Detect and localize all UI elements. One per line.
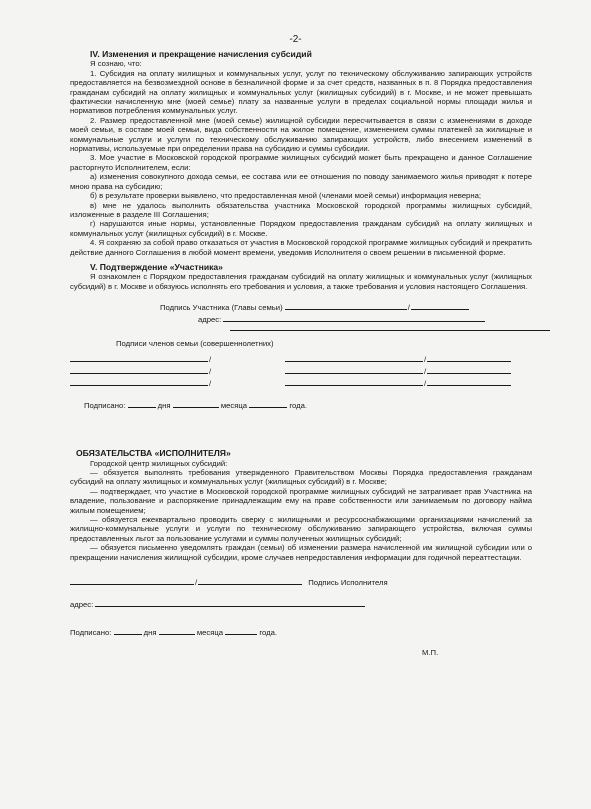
family-signature-row: [285, 367, 511, 376]
signed-label: Подписано:: [70, 628, 112, 638]
family-name-line[interactable]: [427, 361, 511, 362]
participant-date-row: [84, 401, 307, 410]
section-4-paragraph: 2. Размер предоставленной мне (моей семье) жилищной субсидии пересчитывается в связи с изменениями в доходе моей семьи, в составе моей семьи, вида собственности на жилое помещение, изменением суммы платежей за жилищные и коммунальные услуги и услуги по техническому обслуживанию запирающих устройств, либо внесением изменений в нормативы, используемые при определении права на субсидию и суммы субсидии.: [70, 115, 532, 154]
participant-address-row: [198, 315, 485, 324]
slash-separator: /: [209, 355, 212, 365]
family-signature-row: [70, 367, 212, 376]
slash-separator: /: [424, 379, 427, 389]
family-signature-line[interactable]: [285, 385, 423, 386]
executor-date-row: [70, 628, 510, 637]
section-4-item: в) мне не удалось выполнить обязательства участника Московской городской программы жилищных субсидий, изложенные в разделе III Соглашения;: [70, 200, 532, 219]
family-signature-row: [70, 355, 212, 364]
executor-address-row: [70, 600, 365, 609]
participant-signature-row: [160, 303, 469, 312]
participant-name-line[interactable]: [411, 309, 469, 310]
slash-separator: /: [407, 303, 410, 313]
month-label: месяца: [220, 401, 248, 411]
section-4-paragraph: 1. Субсидия на оплату жилищных и коммунальных услуг, услуг по техническому обслуживанию запирающих устройств предоставляется на безвозмездной основе в безналичной форме и за счет средств, названных в п. 8 Порядка предоставления гражданам субсидий на оплату жилищных и коммунальных услуг (жилищных субсидий) в г. Москве, и не может превышать фактически начисленную мне (моей семье) плату за названные услуги в пределах социальной нормы площади жилья и нормативов потребления коммунальных услуг.: [70, 68, 532, 116]
family-signature-line[interactable]: [70, 373, 208, 374]
family-name-line[interactable]: [427, 385, 511, 386]
executor-item: — обязуется ежеквартально проводить сверку с жилищными и ресурсоснабжающими организациями начислений за жилищно-коммунальные услуги и услуги по техническому обслуживанию запирающего устройства, включая суммы предоставленных льгот за пользование услугами и суммы полученных жилищных субсидий;: [70, 515, 532, 543]
section-5-heading: V. Подтверждение «Участника»: [90, 261, 223, 272]
section-5-text: Я ознакомлен с Порядком предоставления гражданам субсидий на оплату жилищных и коммунальных услуг (жилищных субсидий) в г. Москве и обязуюсь исполнять его требования и условия, а также требования и условия настоящего Соглашения.: [70, 272, 532, 291]
month-line[interactable]: [173, 407, 219, 408]
section-4-intro: Я сознаю, что:: [90, 59, 142, 69]
executor-address-line[interactable]: [95, 606, 365, 607]
section-4-item: б) в результате проверки выявлено, что предоставленная мной (членами моей семьи) информация неверна;: [90, 191, 481, 201]
document-body: [70, 50, 532, 660]
year-label: года.: [289, 401, 307, 411]
section-4-heading: IV. Изменения и прекращение начисления субсидий: [90, 49, 312, 59]
slash-separator: /: [195, 578, 198, 588]
executor-signature-label: Подпись Исполнителя: [308, 578, 388, 588]
participant-address-line-2[interactable]: [230, 329, 550, 331]
family-signature-line[interactable]: [285, 361, 423, 362]
stamp-place-label: М.П.: [422, 648, 439, 658]
family-signature-line[interactable]: [70, 361, 208, 362]
day-label: дня: [157, 401, 171, 411]
section-4-item: а) изменения совокупного дохода семьи, ее состава или ее отношения по поводу занимаемого жилья приводят к потере мною права на субсидию;: [70, 172, 532, 191]
slash-separator: /: [424, 355, 427, 365]
executor-item: — подтверждает, что участие в Московской городской программе жилищных субсидий не затрагивает прав Участника на владение, пользование и распоряжение принадлежащим ему на праве собственности или занимаемым по договору найма жилым помещением;: [70, 486, 532, 515]
participant-signature-line[interactable]: [285, 309, 407, 310]
month-line[interactable]: [159, 634, 195, 635]
section-4-paragraph: 4. Я сохраняю за собой право отказаться от участия в Московской городской программе жилищных субсидий и прекратить действие данного Соглашения в любой момент времени, уведомив Исполнителя о своем решении в письменной форме.: [70, 238, 532, 257]
executor-intro: Городской центр жилищных субсидий:: [90, 458, 228, 468]
executor-name-line[interactable]: [198, 584, 302, 585]
month-label: месяца: [196, 628, 224, 638]
family-name-line[interactable]: [427, 373, 511, 374]
family-members-label: Подписи членов семьи (совершеннолетних): [116, 339, 274, 349]
day-line[interactable]: [128, 407, 156, 408]
executor-signature-line[interactable]: [70, 584, 194, 585]
participant-address-line[interactable]: [223, 321, 485, 322]
executor-signature-row: [70, 578, 388, 587]
family-signature-row: [70, 379, 212, 388]
year-line[interactable]: [225, 634, 257, 635]
executor-signature-block: [70, 576, 532, 660]
executor-item: — обязуется письменно уведомлять граждан (семьи) об изменении размера начисленной им жилищной субсидии или о прекращении начисления жилищной субсидии, кроме случаев непредоставления информации для годичной переаттестации.: [70, 543, 532, 562]
participant-signature-label: Подпись Участника (Главы семьи): [160, 303, 283, 313]
slash-separator: /: [209, 379, 212, 389]
executor-heading: ОБЯЗАТЕЛЬСТВА «ИСПОЛНИТЕЛЯ»: [76, 448, 231, 459]
participant-signature-block: [70, 301, 532, 439]
family-signature-line[interactable]: [70, 385, 208, 386]
slash-separator: /: [209, 367, 212, 377]
day-label: дня: [143, 628, 157, 638]
year-label: года.: [259, 628, 277, 638]
executor-item: — обязуется выполнять требования утвержденного Правительством Москвы Порядка предоставления гражданам субсидий на оплату жилищных и коммунальных услуг (жилищных субсидий) в г. Москве;: [70, 467, 532, 487]
day-line[interactable]: [114, 634, 142, 635]
participant-address-label: адрес:: [198, 315, 222, 325]
slash-separator: /: [424, 367, 427, 377]
year-line[interactable]: [249, 407, 287, 408]
section-4-paragraph: 3. Мое участие в Московской городской программе жилищных субсидий может быть прекращено и данное Соглашение расторгнуто Исполнителем, если:: [70, 153, 532, 172]
signed-label: Подписано:: [84, 401, 126, 411]
family-signature-line[interactable]: [285, 373, 423, 374]
family-signature-row: [285, 355, 511, 364]
page-number: -2-: [289, 34, 302, 45]
section-4-item: г) нарушаются иные нормы, установленные Порядком предоставления гражданам субсидий на оплату жилищных и коммунальных услуг (жилищных субсидий) в г. Москве.: [70, 219, 532, 238]
executor-address-label: адрес:: [70, 600, 94, 610]
family-signature-row: [285, 379, 511, 388]
